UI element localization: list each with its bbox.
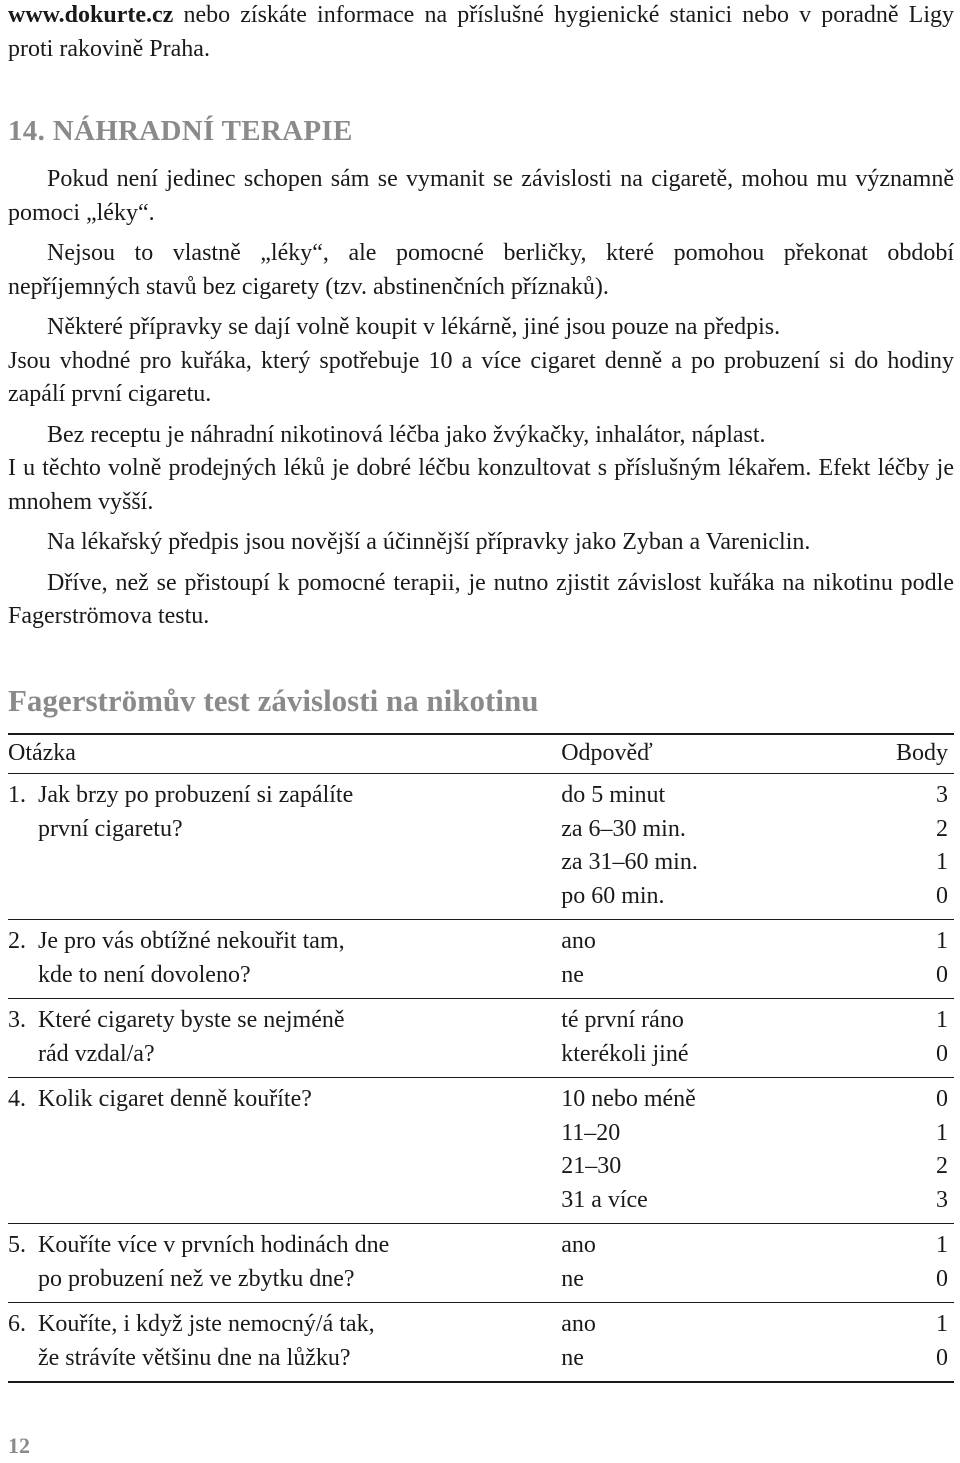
question-line-1 — [8, 779, 561, 813]
question-line-2: kde to není dovoleno? — [38, 961, 251, 988]
table-row — [8, 1224, 954, 1303]
test-title: Fagerströmův test závislosti na nikotinu — [8, 682, 539, 718]
answer-option: ne — [561, 1344, 584, 1371]
table-row — [8, 920, 954, 999]
paragraph-2: Nejsou to vlastně „léky“, ale pomocné berličky, které pomohou překonat období nepříjemných stavů bez cigarety (tzv. abstinenčních příznaků). — [8, 240, 954, 300]
table-header-row — [8, 734, 954, 774]
answer-points: 3 — [936, 1186, 948, 1213]
question-cell — [8, 999, 561, 1078]
intro-text: nebo získáte informace na příslušné hygienické stanici nebo v poradně Ligy proti rakovině Praha. — [8, 2, 954, 62]
answer-points: 0 — [936, 961, 948, 988]
points-cell — [859, 1303, 954, 1383]
answer-option: kterékoli jiné — [561, 1040, 689, 1067]
answer-points: 2 — [936, 1153, 948, 1179]
answer-option: za 6–30 min. — [561, 815, 686, 842]
answer-points: 0 — [936, 1344, 948, 1371]
question-group — [8, 774, 954, 920]
header-points: Body — [895, 739, 948, 766]
answer-option: ano — [561, 1311, 596, 1337]
question-group — [8, 1224, 954, 1303]
points-cell — [859, 1078, 954, 1224]
paragraph-8: Dříve, než se přistoupí k pomocné terapii, je nutno zjistit závislost kuřáka na nikotinu podle Fagerströmova testu. — [8, 569, 954, 629]
table-row — [8, 1078, 954, 1224]
question-line-2: po probuzení než ve zbytku dne? — [38, 1265, 355, 1292]
dokurte-link[interactable]: www.dokurte.cz — [8, 2, 174, 28]
intro-paragraph — [8, 0, 954, 66]
answer-points: 3 — [936, 782, 948, 808]
answer-cell — [561, 920, 859, 999]
question-group — [8, 1303, 954, 1383]
answer-option: ano — [561, 1232, 596, 1258]
paragraph-3: Některé přípravky se dají volně koupit v lékárně, jiné jsou pouze na předpis. — [47, 314, 781, 340]
answer-option: ne — [561, 961, 584, 988]
question-cell — [8, 1303, 561, 1383]
question-cell — [8, 1078, 561, 1224]
question-text: Je pro vás obtížné nekouřit tam, — [38, 928, 345, 954]
question-cell — [8, 920, 561, 999]
question-group — [8, 920, 954, 999]
answer-option: 31 a více — [561, 1186, 648, 1213]
answer-option: ano — [561, 928, 596, 954]
question-text: Kolik cigaret denně kouříte? — [38, 1086, 312, 1112]
document-page — [8, 0, 954, 1383]
section-number: 14. — [8, 115, 46, 147]
paragraph-1: Pokud není jedinec schopen sám se vymanit se závislosti na cigaretě, mohou mu významně pomoci „léky“. — [8, 166, 954, 226]
header-answer: Odpověď — [561, 739, 653, 766]
paragraph-7: Na lékařský předpis jsou novější a účinnější přípravky jako Zyban a Vareniclin. — [47, 529, 811, 555]
question-line-1 — [8, 1308, 561, 1342]
answer-points: 0 — [936, 882, 948, 909]
answer-points: 1 — [936, 1232, 948, 1258]
answer-option: 21–30 — [561, 1153, 622, 1179]
answer-option: té první ráno — [561, 1007, 684, 1033]
table-row — [8, 999, 954, 1078]
question-line-1 — [8, 1229, 561, 1263]
answer-points: 1 — [936, 849, 948, 875]
question-line-2: první cigaretu? — [38, 815, 183, 842]
answer-points: 2 — [936, 815, 948, 842]
paragraph-6: I u těchto volně prodejných léků je dobré léčbu konzultovat s příslušným lékařem. Efekt léčby je mnohem vyšší. — [8, 455, 954, 515]
question-text: Kouříte, i když jste nemocný/á tak, — [38, 1311, 375, 1337]
question-text: Jak brzy po probuzení si zapálíte — [38, 782, 354, 808]
question-group — [8, 999, 954, 1078]
question-number: 3. — [8, 1007, 26, 1033]
question-number: 6. — [8, 1311, 26, 1337]
answer-cell — [561, 1303, 859, 1383]
question-line-1 — [8, 1004, 561, 1038]
answer-points: 1 — [936, 1119, 948, 1146]
points-cell — [859, 999, 954, 1078]
paragraph-5: Bez receptu je náhradní nikotinová léčba jako žvýkačky, inhalátor, náplast. — [47, 421, 766, 448]
answer-option: po 60 min. — [561, 882, 665, 909]
question-number: 2. — [8, 928, 26, 954]
answer-cell — [561, 774, 859, 920]
question-line-2: že strávíte většinu dne na lůžku? — [38, 1344, 351, 1371]
question-number: 4. — [8, 1086, 26, 1112]
answer-option: za 31–60 min. — [561, 849, 698, 875]
points-cell — [859, 920, 954, 999]
question-number: 5. — [8, 1232, 26, 1258]
header-question: Otázka — [8, 739, 76, 766]
question-number: 1. — [8, 782, 26, 808]
question-line-1 — [8, 925, 561, 959]
question-text: Které cigarety byste se nejméně — [38, 1007, 345, 1033]
section-title: NÁHRADNÍ TERAPIE — [52, 115, 353, 147]
question-group — [8, 1078, 954, 1224]
question-cell — [8, 774, 561, 920]
table-row — [8, 774, 954, 920]
points-cell — [859, 1224, 954, 1303]
paragraph-4: Jsou vhodné pro kuřáka, který spotřebuje 10 a více cigaret denně a po probuzení si do hodiny zapálí první cigaretu. — [8, 347, 954, 407]
answer-cell — [561, 999, 859, 1078]
points-cell — [859, 774, 954, 920]
page-number: 12 — [8, 1433, 30, 1458]
fagerstrom-table — [8, 733, 954, 1384]
answer-cell — [561, 1224, 859, 1303]
answer-option: 10 nebo méně — [561, 1086, 696, 1112]
answer-option: do 5 minut — [561, 782, 666, 808]
answer-option: ne — [561, 1265, 584, 1292]
section-heading — [8, 111, 954, 151]
question-line-2: rád vzdal/a? — [38, 1040, 155, 1067]
question-line-1 — [8, 1083, 561, 1117]
table-row — [8, 1303, 954, 1383]
question-cell — [8, 1224, 561, 1303]
question-text: Kouříte více v prvních hodinách dne — [38, 1232, 390, 1258]
answer-option: 11–20 — [561, 1119, 621, 1146]
answer-points: 1 — [936, 1007, 948, 1033]
answer-points: 1 — [936, 928, 948, 954]
answer-points: 0 — [936, 1265, 948, 1292]
answer-points: 0 — [936, 1040, 948, 1067]
answer-points: 1 — [936, 1311, 948, 1337]
answer-cell — [561, 1078, 859, 1224]
answer-points: 0 — [936, 1086, 948, 1112]
